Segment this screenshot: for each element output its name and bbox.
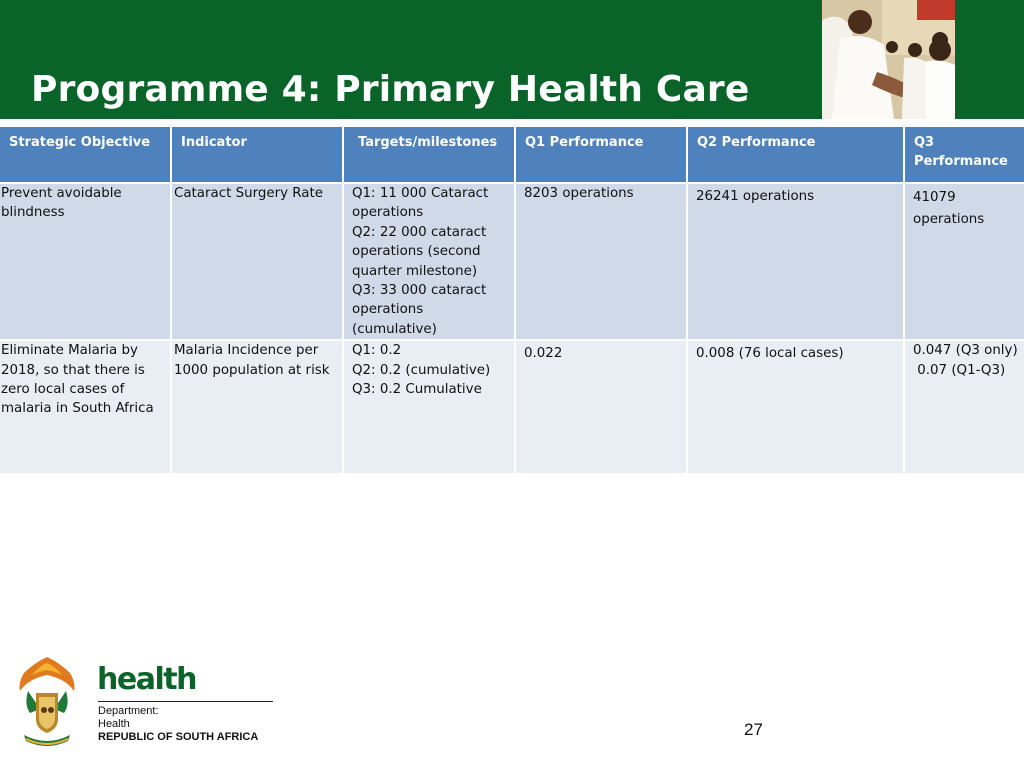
cell-q2: 26241 operations — [688, 184, 903, 339]
cell-targets: Q1: 0.2 Q2: 0.2 (cumulative) Q3: 0.2 Cumulative — [344, 341, 514, 473]
page-number: 27 — [744, 720, 763, 739]
col-header-targets: Targets/milestones — [344, 127, 514, 182]
cell-q1: 8203 operations — [516, 184, 686, 339]
cell-q3: 0.047 (Q3 only) 0.07 (Q1-Q3) — [905, 341, 1024, 473]
cell-indicator: Malaria Incidence per 1000 population at risk — [172, 341, 342, 473]
table-row — [0, 341, 1024, 473]
brand-divider — [98, 701, 273, 702]
banner-divider — [0, 119, 1024, 124]
cell-q3: 41079 operations — [905, 184, 1024, 339]
col-header-indicator: Indicator — [172, 127, 342, 182]
col-header-objective: Strategic Objective — [0, 127, 170, 182]
col-header-q2: Q2 Performance — [688, 127, 903, 182]
cell-objective: Prevent avoidable blindness — [0, 184, 170, 339]
cell-targets: Q1: 11 000 Cataract operations Q2: 22 000 cataract operations (second quarter milestone) Q3: 33 000 cataract operations (cumulative) — [344, 184, 514, 339]
cell-indicator: Cataract Surgery Rate — [172, 184, 342, 339]
header-photo — [822, 0, 955, 119]
table-row — [0, 184, 1024, 339]
cell-q2: 0.008 (76 local cases) — [688, 341, 903, 473]
cell-q1: 0.022 — [516, 341, 686, 473]
table-header-row — [0, 127, 1024, 182]
col-header-q1: Q1 Performance — [516, 127, 686, 182]
col-header-q3: Q3 Performance — [905, 127, 1024, 182]
department-label: Department: Health REPUBLIC OF SOUTH AFRICA — [98, 705, 259, 743]
performance-table — [0, 125, 1024, 475]
cell-objective: Eliminate Malaria by 2018, so that there is zero local cases of malaria in South Africa — [0, 341, 170, 473]
slide-title: Programme 4: Primary Health Care — [31, 69, 750, 110]
coat-of-arms-logo — [14, 655, 80, 751]
brand-wordmark: health — [97, 662, 196, 697]
